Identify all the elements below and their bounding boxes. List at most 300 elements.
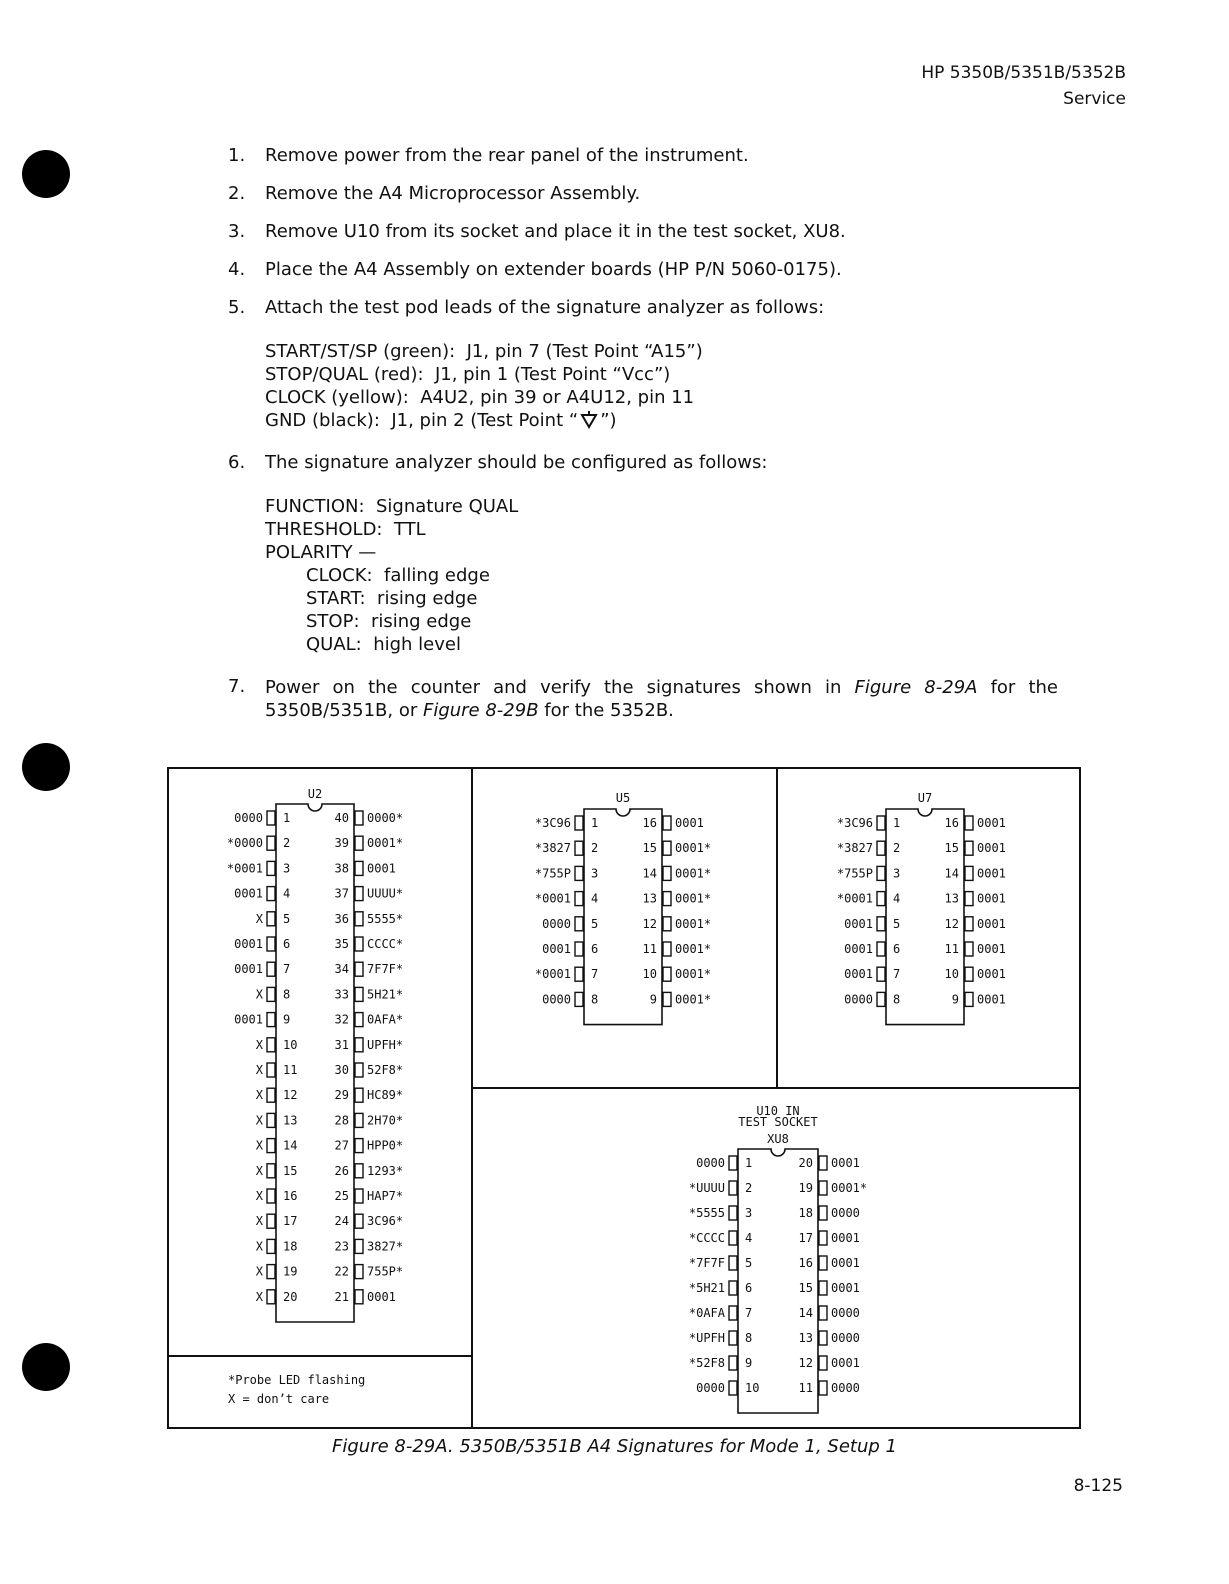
- right-signature: 755P*: [367, 1264, 404, 1279]
- left-pin-box: [267, 1139, 275, 1153]
- left-signature: X: [255, 1138, 263, 1153]
- config-stop: STOP: rising edge: [306, 611, 472, 632]
- right-pin-number: 34: [334, 962, 349, 977]
- left-pin-box: [575, 841, 583, 855]
- figure-frame: [168, 768, 1080, 1428]
- left-pin-box: [729, 1181, 737, 1195]
- left-pin-box: [575, 917, 583, 931]
- right-pin-box: [663, 841, 671, 855]
- right-pin-box: [819, 1356, 827, 1370]
- left-signature: *3C96: [836, 816, 873, 830]
- right-pin-number: 11: [798, 1381, 813, 1395]
- left-pin-box: [729, 1256, 737, 1270]
- left-pin-number: 5: [283, 911, 291, 926]
- pod-lead-start: START/ST/SP (green): J1, pin 7 (Test Point “A15”): [265, 341, 703, 362]
- step-text: The signature analyzer should be configured as follows:: [265, 452, 768, 473]
- step-number: 5.: [228, 297, 246, 318]
- left-pin-box: [877, 967, 885, 981]
- left-signature: X: [255, 1239, 263, 1254]
- right-signature: 0001: [831, 1356, 860, 1370]
- left-pin-box: [729, 1156, 737, 1170]
- left-signature: 0001: [844, 967, 873, 982]
- left-signature: X: [255, 1214, 263, 1229]
- left-pin-number: 18: [283, 1239, 298, 1254]
- right-pin-number: 17: [798, 1231, 813, 1245]
- figure-caption: Figure 8-29A. 5350B/5351B A4 Signatures for Mode 1, Setup 1: [332, 1436, 897, 1457]
- right-pin-box: [355, 1239, 363, 1253]
- right-pin-box: [355, 1290, 363, 1304]
- right-pin-box: [663, 917, 671, 931]
- left-pin-number: 3: [745, 1206, 753, 1220]
- step-text: Remove U10 from its socket and place it in the test socket, XU8.: [265, 221, 846, 242]
- right-pin-box: [355, 912, 363, 926]
- left-pin-box: [267, 1265, 275, 1279]
- pod-lead-clock: CLOCK (yellow): A4U2, pin 39 or A4U12, pin 11: [265, 387, 695, 408]
- left-pin-number: 6: [283, 937, 291, 951]
- left-pin-box: [267, 1013, 275, 1027]
- chip-u7: [837, 791, 1006, 1025]
- step-number: 3.: [228, 221, 246, 242]
- left-pin-box: [267, 1189, 275, 1203]
- right-pin-box: [965, 816, 973, 830]
- left-signature: 0001: [234, 937, 263, 951]
- right-pin-number: 11: [642, 942, 657, 956]
- config-function: FUNCTION: Signature QUAL: [265, 496, 519, 517]
- right-pin-number: 40: [334, 811, 349, 825]
- left-pin-box: [267, 1088, 275, 1102]
- chip-label: U5: [615, 791, 631, 805]
- left-pin-box: [575, 816, 583, 830]
- left-pin-number: 14: [283, 1138, 298, 1153]
- left-pin-box: [877, 841, 885, 855]
- right-signature: 0001: [831, 1281, 860, 1295]
- left-signature: 0000: [542, 992, 571, 1007]
- legend-dont-care: X = don’t care: [228, 1392, 330, 1406]
- right-pin-box: [819, 1306, 827, 1320]
- right-pin-box: [355, 836, 363, 850]
- left-pin-number: 8: [283, 987, 291, 1002]
- right-pin-box: [819, 1256, 827, 1270]
- right-signature: CCCC*: [367, 937, 404, 951]
- chip-title-line: TEST SOCKET: [738, 1115, 818, 1129]
- right-pin-box: [965, 917, 973, 931]
- left-signature: *0001: [836, 891, 873, 906]
- left-pin-number: 17: [283, 1214, 298, 1229]
- left-signature: 0001: [844, 916, 873, 931]
- right-pin-number: 16: [798, 1256, 813, 1270]
- right-pin-box: [355, 1113, 363, 1127]
- left-signature: 0000: [234, 811, 263, 825]
- config-threshold: THRESHOLD: TTL: [265, 519, 426, 540]
- right-signature: 0001: [977, 816, 1006, 830]
- right-signature: 0001: [675, 816, 704, 830]
- right-pin-box: [355, 1013, 363, 1027]
- config-qual: QUAL: high level: [306, 634, 461, 655]
- right-pin-number: 9: [649, 992, 657, 1007]
- left-pin-box: [575, 942, 583, 956]
- left-signature: *7F7F: [688, 1256, 725, 1270]
- left-pin-number: 1: [745, 1156, 753, 1170]
- left-signature: *0001: [534, 967, 571, 982]
- right-signature: 0001*: [675, 866, 712, 881]
- step-number: 7.: [228, 676, 246, 697]
- right-pin-number: 12: [798, 1356, 813, 1370]
- left-pin-number: 4: [745, 1231, 753, 1245]
- left-pin-box: [729, 1306, 737, 1320]
- left-pin-box: [267, 987, 275, 1001]
- left-pin-box: [877, 992, 885, 1006]
- right-pin-number: 21: [334, 1289, 349, 1304]
- left-pin-number: 1: [591, 816, 599, 830]
- left-signature: 0000: [542, 916, 571, 931]
- right-pin-box: [355, 1063, 363, 1077]
- right-signature: 0001*: [367, 836, 404, 851]
- right-signature: 2H70*: [367, 1113, 404, 1128]
- left-signature: 0000: [844, 992, 873, 1007]
- right-signature: 0001*: [675, 916, 712, 931]
- left-signature: *0000: [226, 836, 263, 851]
- right-signature: 0001*: [675, 992, 712, 1007]
- left-pin-number: 8: [591, 992, 599, 1007]
- left-pin-number: 8: [893, 992, 901, 1007]
- left-signature: 0001: [234, 886, 263, 901]
- left-pin-number: 19: [283, 1264, 298, 1279]
- page-number: 8-125: [1073, 1476, 1123, 1496]
- left-pin-box: [877, 816, 885, 830]
- left-signature: 0001: [234, 1012, 263, 1027]
- left-pin-box: [877, 917, 885, 931]
- left-signature: *CCCC: [688, 1231, 725, 1245]
- right-pin-number: 22: [334, 1264, 349, 1279]
- left-signature: X: [255, 1088, 263, 1103]
- right-signature: 3C96*: [367, 1214, 404, 1229]
- step-text: Remove power from the rear panel of the instrument.: [265, 145, 749, 166]
- left-pin-number: 4: [591, 891, 599, 906]
- right-pin-number: 12: [642, 916, 657, 931]
- left-signature: X: [255, 987, 263, 1002]
- right-pin-number: 15: [944, 841, 959, 856]
- left-pin-box: [267, 1038, 275, 1052]
- left-signature: X: [255, 1037, 263, 1052]
- right-signature: 0000: [831, 1331, 860, 1345]
- left-pin-number: 6: [893, 942, 901, 956]
- right-signature: 0001*: [675, 891, 712, 906]
- right-signature: 5H21*: [367, 987, 404, 1002]
- right-pin-box: [355, 811, 363, 825]
- right-pin-number: 31: [334, 1037, 349, 1052]
- figure-ref-a: Figure 8-29A: [854, 677, 978, 698]
- right-pin-box: [663, 816, 671, 830]
- right-signature: 0001: [977, 992, 1006, 1007]
- left-pin-box: [267, 861, 275, 875]
- right-signature: HC89*: [367, 1088, 404, 1103]
- left-pin-number: 4: [283, 886, 291, 901]
- chip-xu8: [689, 1104, 867, 1413]
- right-pin-number: 29: [334, 1088, 349, 1103]
- right-signature: 0001: [831, 1231, 860, 1245]
- right-pin-number: 16: [642, 816, 657, 830]
- right-pin-number: 24: [334, 1214, 349, 1229]
- step7-text-a: Power on the counter and verify the signatures shown in: [265, 677, 855, 698]
- right-signature: 0001*: [675, 841, 712, 856]
- left-pin-box: [575, 892, 583, 906]
- left-pin-box: [575, 967, 583, 981]
- right-signature: 0001: [977, 916, 1006, 931]
- right-signature: 5555*: [367, 911, 404, 926]
- right-pin-box: [965, 892, 973, 906]
- left-pin-number: 20: [283, 1289, 298, 1304]
- right-signature: 0001*: [831, 1181, 868, 1195]
- left-signature: *UPFH: [688, 1331, 725, 1345]
- right-pin-box: [663, 967, 671, 981]
- left-pin-number: 7: [591, 967, 599, 982]
- right-pin-box: [355, 962, 363, 976]
- right-pin-box: [663, 992, 671, 1006]
- left-pin-number: 2: [591, 841, 599, 856]
- left-signature: *5555: [688, 1206, 725, 1220]
- left-pin-number: 3: [893, 866, 901, 881]
- right-signature: 0001: [977, 942, 1006, 956]
- left-pin-box: [267, 836, 275, 850]
- left-pin-number: 11: [283, 1063, 298, 1077]
- left-pin-box: [575, 866, 583, 880]
- right-pin-number: 14: [944, 866, 959, 881]
- right-pin-number: 20: [798, 1156, 813, 1170]
- right-pin-number: 37: [334, 886, 349, 901]
- chip-u2: [227, 787, 403, 1322]
- right-signature: UUUU*: [367, 886, 404, 901]
- left-pin-number: 16: [283, 1189, 298, 1203]
- left-pin-box: [729, 1356, 737, 1370]
- right-signature: 0001: [977, 866, 1006, 881]
- right-pin-number: 33: [334, 987, 349, 1002]
- left-signature: X: [255, 1189, 263, 1203]
- right-pin-number: 14: [798, 1306, 813, 1320]
- right-pin-number: 18: [798, 1206, 813, 1220]
- left-pin-box: [267, 1164, 275, 1178]
- right-pin-number: 27: [334, 1138, 349, 1153]
- right-pin-box: [663, 892, 671, 906]
- left-signature: X: [255, 911, 263, 926]
- step-number: 1.: [228, 145, 246, 166]
- right-signature: UPFH*: [367, 1037, 404, 1052]
- left-signature: *UUUU: [688, 1181, 725, 1195]
- right-signature: 0000: [831, 1206, 860, 1220]
- left-signature: *5H21: [688, 1281, 725, 1295]
- chip-diagrams: [227, 787, 1006, 1413]
- left-pin-number: 10: [745, 1381, 760, 1395]
- right-pin-box: [355, 937, 363, 951]
- left-pin-number: 13: [283, 1113, 298, 1128]
- left-pin-box: [267, 1239, 275, 1253]
- left-pin-number: 9: [283, 1012, 291, 1027]
- right-pin-box: [819, 1181, 827, 1195]
- right-pin-box: [965, 866, 973, 880]
- chip-label: XU8: [767, 1132, 789, 1146]
- right-signature: 0001*: [675, 967, 712, 982]
- left-signature: *3827: [836, 841, 873, 856]
- right-pin-number: 32: [334, 1012, 349, 1027]
- right-pin-number: 16: [944, 816, 959, 830]
- right-pin-number: 10: [642, 967, 657, 982]
- right-signature: 0001: [977, 967, 1006, 982]
- right-pin-number: 39: [334, 836, 349, 851]
- left-pin-box: [729, 1381, 737, 1395]
- chip-label: U2: [307, 787, 323, 801]
- left-pin-number: 2: [893, 841, 901, 856]
- right-signature: 1293*: [367, 1163, 404, 1178]
- right-signature: HPP0*: [367, 1138, 404, 1153]
- left-signature: *3C96: [534, 816, 571, 830]
- left-pin-box: [729, 1231, 737, 1245]
- right-pin-box: [355, 1265, 363, 1279]
- left-pin-number: 7: [283, 962, 291, 977]
- right-pin-box: [819, 1281, 827, 1295]
- right-signature: 0000: [831, 1381, 860, 1395]
- right-signature: 0001*: [675, 942, 712, 956]
- left-pin-number: 5: [591, 916, 599, 931]
- left-pin-box: [267, 1214, 275, 1228]
- right-pin-box: [355, 1139, 363, 1153]
- step7-text-c: for the 5352B.: [538, 700, 674, 721]
- right-signature: HAP7*: [367, 1189, 404, 1203]
- gnd-prefix: GND (black): J1, pin 2 (Test Point “: [265, 410, 579, 431]
- right-pin-number: 36: [334, 911, 349, 926]
- right-signature: 52F8*: [367, 1063, 404, 1077]
- left-pin-box: [267, 912, 275, 926]
- left-pin-box: [877, 942, 885, 956]
- left-pin-number: 4: [893, 891, 901, 906]
- left-pin-number: 7: [745, 1306, 753, 1320]
- left-pin-number: 15: [283, 1163, 298, 1178]
- left-pin-number: 2: [745, 1181, 753, 1195]
- left-signature: X: [255, 1063, 263, 1077]
- right-pin-number: 13: [944, 891, 959, 906]
- right-pin-box: [965, 967, 973, 981]
- right-signature: 0001: [977, 891, 1006, 906]
- left-pin-box: [877, 866, 885, 880]
- left-pin-number: 10: [283, 1037, 298, 1052]
- header-section: Service: [1063, 89, 1126, 109]
- left-pin-number: 5: [893, 916, 901, 931]
- step-number: 2.: [228, 183, 246, 204]
- left-pin-number: 12: [283, 1088, 298, 1103]
- right-pin-number: 30: [334, 1063, 349, 1077]
- left-pin-number: 1: [283, 811, 291, 825]
- right-pin-box: [965, 841, 973, 855]
- right-pin-box: [355, 1088, 363, 1102]
- left-pin-box: [267, 1113, 275, 1127]
- left-pin-box: [575, 992, 583, 1006]
- right-signature: 0001: [367, 861, 396, 876]
- right-pin-number: 35: [334, 937, 349, 951]
- step7-text-b: for the 5350B/5351B, or: [265, 677, 1058, 721]
- left-pin-number: 6: [745, 1281, 753, 1295]
- left-signature: *3827: [534, 841, 571, 856]
- left-pin-box: [267, 1063, 275, 1077]
- right-pin-number: 12: [944, 916, 959, 931]
- right-pin-number: 10: [944, 967, 959, 982]
- right-pin-box: [819, 1381, 827, 1395]
- right-signature: 0AFA*: [367, 1012, 404, 1027]
- header-model: HP 5350B/5351B/5352B: [921, 63, 1126, 83]
- config-polarity: POLARITY —: [265, 542, 377, 563]
- right-pin-number: 15: [798, 1281, 813, 1295]
- left-pin-number: 8: [745, 1331, 753, 1345]
- left-signature: 0001: [844, 942, 873, 956]
- right-pin-box: [355, 1214, 363, 1228]
- left-pin-number: 2: [283, 836, 291, 851]
- left-signature: X: [255, 1113, 263, 1128]
- right-pin-box: [819, 1156, 827, 1170]
- step-text: Attach the test pod leads of the signature analyzer as follows:: [265, 297, 825, 318]
- pod-lead-stop: STOP/QUAL (red): J1, pin 1 (Test Point “Vcc”): [265, 364, 671, 385]
- right-pin-box: [965, 992, 973, 1006]
- right-signature: 0001: [831, 1256, 860, 1270]
- right-pin-box: [663, 866, 671, 880]
- left-signature: *0AFA: [688, 1306, 725, 1320]
- left-signature: 0000: [696, 1381, 725, 1395]
- right-pin-box: [355, 887, 363, 901]
- left-pin-box: [729, 1331, 737, 1345]
- left-signature: 0001: [234, 962, 263, 977]
- right-pin-number: 9: [951, 992, 959, 1007]
- right-pin-box: [819, 1331, 827, 1345]
- right-pin-number: 19: [798, 1181, 813, 1195]
- left-signature: X: [255, 1289, 263, 1304]
- step-text: Place the A4 Assembly on extender boards (HP P/N 5060-0175).: [265, 259, 842, 280]
- left-pin-number: 3: [591, 866, 599, 881]
- step-text: Remove the A4 Microprocessor Assembly.: [265, 183, 641, 204]
- right-signature: 0001: [977, 841, 1006, 856]
- right-pin-box: [819, 1231, 827, 1245]
- chip-u5: [535, 791, 711, 1025]
- right-pin-number: 13: [642, 891, 657, 906]
- chip-label: U7: [917, 791, 933, 805]
- right-pin-number: 15: [642, 841, 657, 856]
- left-signature: 0001: [542, 942, 571, 956]
- left-signature: *755P: [836, 866, 873, 881]
- right-signature: 0001: [831, 1156, 860, 1170]
- gnd-suffix: ”): [600, 410, 617, 431]
- left-pin-number: 1: [893, 816, 901, 830]
- left-signature: *0001: [226, 861, 263, 876]
- figure-ref-b: Figure 8-29B: [422, 700, 539, 721]
- right-pin-number: 38: [334, 861, 349, 876]
- left-signature: 0000: [696, 1156, 725, 1170]
- right-pin-box: [965, 942, 973, 956]
- right-signature: 7F7F*: [367, 962, 404, 977]
- left-signature: X: [255, 1163, 263, 1178]
- legend-probe-led: *Probe LED flashing: [228, 1373, 366, 1387]
- right-pin-box: [355, 1038, 363, 1052]
- left-signature: *0001: [534, 891, 571, 906]
- right-pin-number: 28: [334, 1113, 349, 1128]
- left-pin-box: [877, 892, 885, 906]
- right-pin-box: [819, 1206, 827, 1220]
- left-signature: *755P: [534, 866, 571, 881]
- right-signature: 0000: [831, 1306, 860, 1320]
- left-pin-box: [267, 1290, 275, 1304]
- right-pin-box: [663, 942, 671, 956]
- left-pin-number: 9: [745, 1356, 753, 1370]
- chip-title-line: U10 IN: [756, 1104, 800, 1118]
- left-signature: X: [255, 1264, 263, 1279]
- right-signature: 0000*: [367, 811, 404, 825]
- right-pin-number: 25: [334, 1189, 349, 1203]
- step-number: 4.: [228, 259, 246, 280]
- left-pin-number: 5: [745, 1256, 753, 1270]
